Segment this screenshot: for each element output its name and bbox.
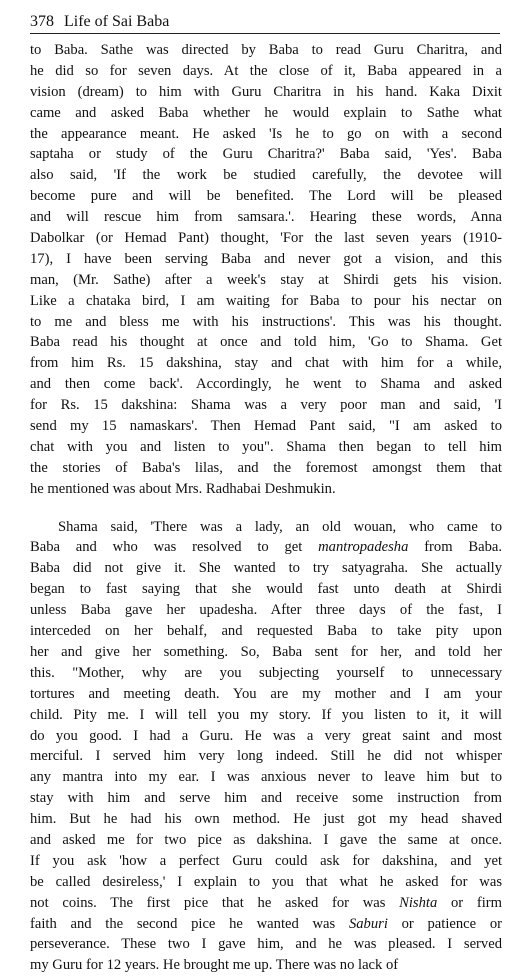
text-line: for Rs. 15 dakshina: Shama was a very poor man and said, 'I <box>30 397 502 414</box>
text-line: to me and bless me with his instructions'. This was his thought. <box>30 313 502 330</box>
text-line: he mentioned was about Mrs. Radhabai Deshmukin. <box>30 480 336 497</box>
text-line: also said, 'If the work be studied carefully, the devotee will <box>30 167 502 184</box>
text-line: If you ask 'how a perfect Guru could ask for dakshina, and yet <box>30 852 502 869</box>
text-line: any mantra into my ear. I was anxious never to leave him but to <box>30 769 502 786</box>
book-title: Life of Sai Baba <box>64 13 170 30</box>
text-line: unless Baba gave her upadesha. After three days of the fast, I <box>30 602 502 619</box>
text-line: not coins. The first pice that he asked for was Nishta or firm <box>30 894 502 911</box>
text-line: him. But he had his own method. He just got my head shaved <box>30 811 502 828</box>
running-header <box>30 10 502 34</box>
text-line: he did so for seven days. At the close of it, Baba appeared in a <box>30 62 502 79</box>
text-line: Baba did not give it. She wanted to try satyagraha. She actually <box>30 560 502 577</box>
text-line: perseverance. These two I gave him, and he was pleased. I served <box>30 936 502 953</box>
text-line: this. "Mother, why are you subjecting yourself to unnecessary <box>30 664 502 681</box>
text-line: be called desireless,' I explain to you that what he asked for was <box>30 873 502 890</box>
text-line: 17), I have been serving Baba and never got a vision, and this <box>30 250 502 267</box>
text-line: merciful. I served him very long indeed. Still he did not whisper <box>30 748 502 765</box>
text-line: do you good. I had a Guru. He was a very great saint and most <box>30 727 502 744</box>
text-line: become pure and will be benefited. The Lord will be pleased <box>30 188 502 205</box>
text-line: and will rescue him from samsara.'. Hearing these words, Anna <box>30 209 502 226</box>
text-line: came and asked Baba whether he would explain to Sathe what <box>30 104 502 121</box>
text-line: vision (dream) to him with Guru Charitra in his hand. Kaka Dixit <box>30 83 502 100</box>
text-line: her and give her something. So, Baba sent for her, and told her <box>30 643 502 660</box>
text-line: the appearance meant. He asked 'Is he to go on with a second <box>30 125 502 142</box>
text-line: and then come back'. Accordingly, he went to Shama and asked <box>30 376 502 393</box>
text-line: the stories of Baba's lilas, and the foremost amongst them that <box>30 459 502 476</box>
text-line: my Guru for 12 years. He brought me up. There was no lack of <box>30 957 399 974</box>
text-line: child. Pity me. I will tell you my story. If you listen to it, it will <box>30 706 502 723</box>
text-line: to Baba. Sathe was directed by Baba to read Guru Charitra, and <box>30 42 502 58</box>
paragraph-gap <box>30 500 502 517</box>
text-line: Shama said, 'There was a lady, an old wouan, who came to <box>58 518 502 535</box>
text-line: began to fast saying that she would fast unto death at Shirdi <box>30 581 502 598</box>
paragraph-1 <box>30 40 502 500</box>
text-line: from him Rs. 15 dakshina, stay and chat with him for a while, <box>30 355 502 372</box>
text-line: stay with him and serve him and receive some instruction from <box>30 790 502 807</box>
text-line: send my 15 namaskars'. Then Hemad Pant said, "I am asked to <box>30 418 502 435</box>
text-line: interceded on her behalf, and requested Baba to take pity upon <box>30 623 502 640</box>
text-line: faith and the second pice he wanted was Saburi or patience or <box>30 915 502 932</box>
text-line: Dabolkar (or Hemad Pant) thought, 'For the last seven years (1910- <box>30 230 502 247</box>
text-line: Baba read his thought at once and told him, 'Go to Shama. Get <box>30 334 502 351</box>
text-line: chat with you and listen to you". Shama then began to tell him <box>30 438 502 455</box>
text-line: saptaha or study of the Guru Charitra?' Baba said, 'Yes'. Baba <box>30 146 502 163</box>
paragraph-2 <box>30 517 502 976</box>
text-line: tortures and meeting death. You are my mother and I am your <box>30 685 502 702</box>
text-line: Baba and who was resolved to get mantropadesha from Baba. <box>30 539 502 556</box>
text-line: Like a chataka bird, I am waiting for Baba to pour his nectar on <box>30 292 502 309</box>
text-line: man, (Mr. Sathe) after a week's stay at Shirdi gets his vision. <box>30 271 502 288</box>
header-rule <box>30 33 500 34</box>
text-line: and asked me for two pice as dakshina. I gave the same at once. <box>30 831 502 848</box>
page-body <box>30 40 502 976</box>
page-number: 378 <box>30 13 54 30</box>
